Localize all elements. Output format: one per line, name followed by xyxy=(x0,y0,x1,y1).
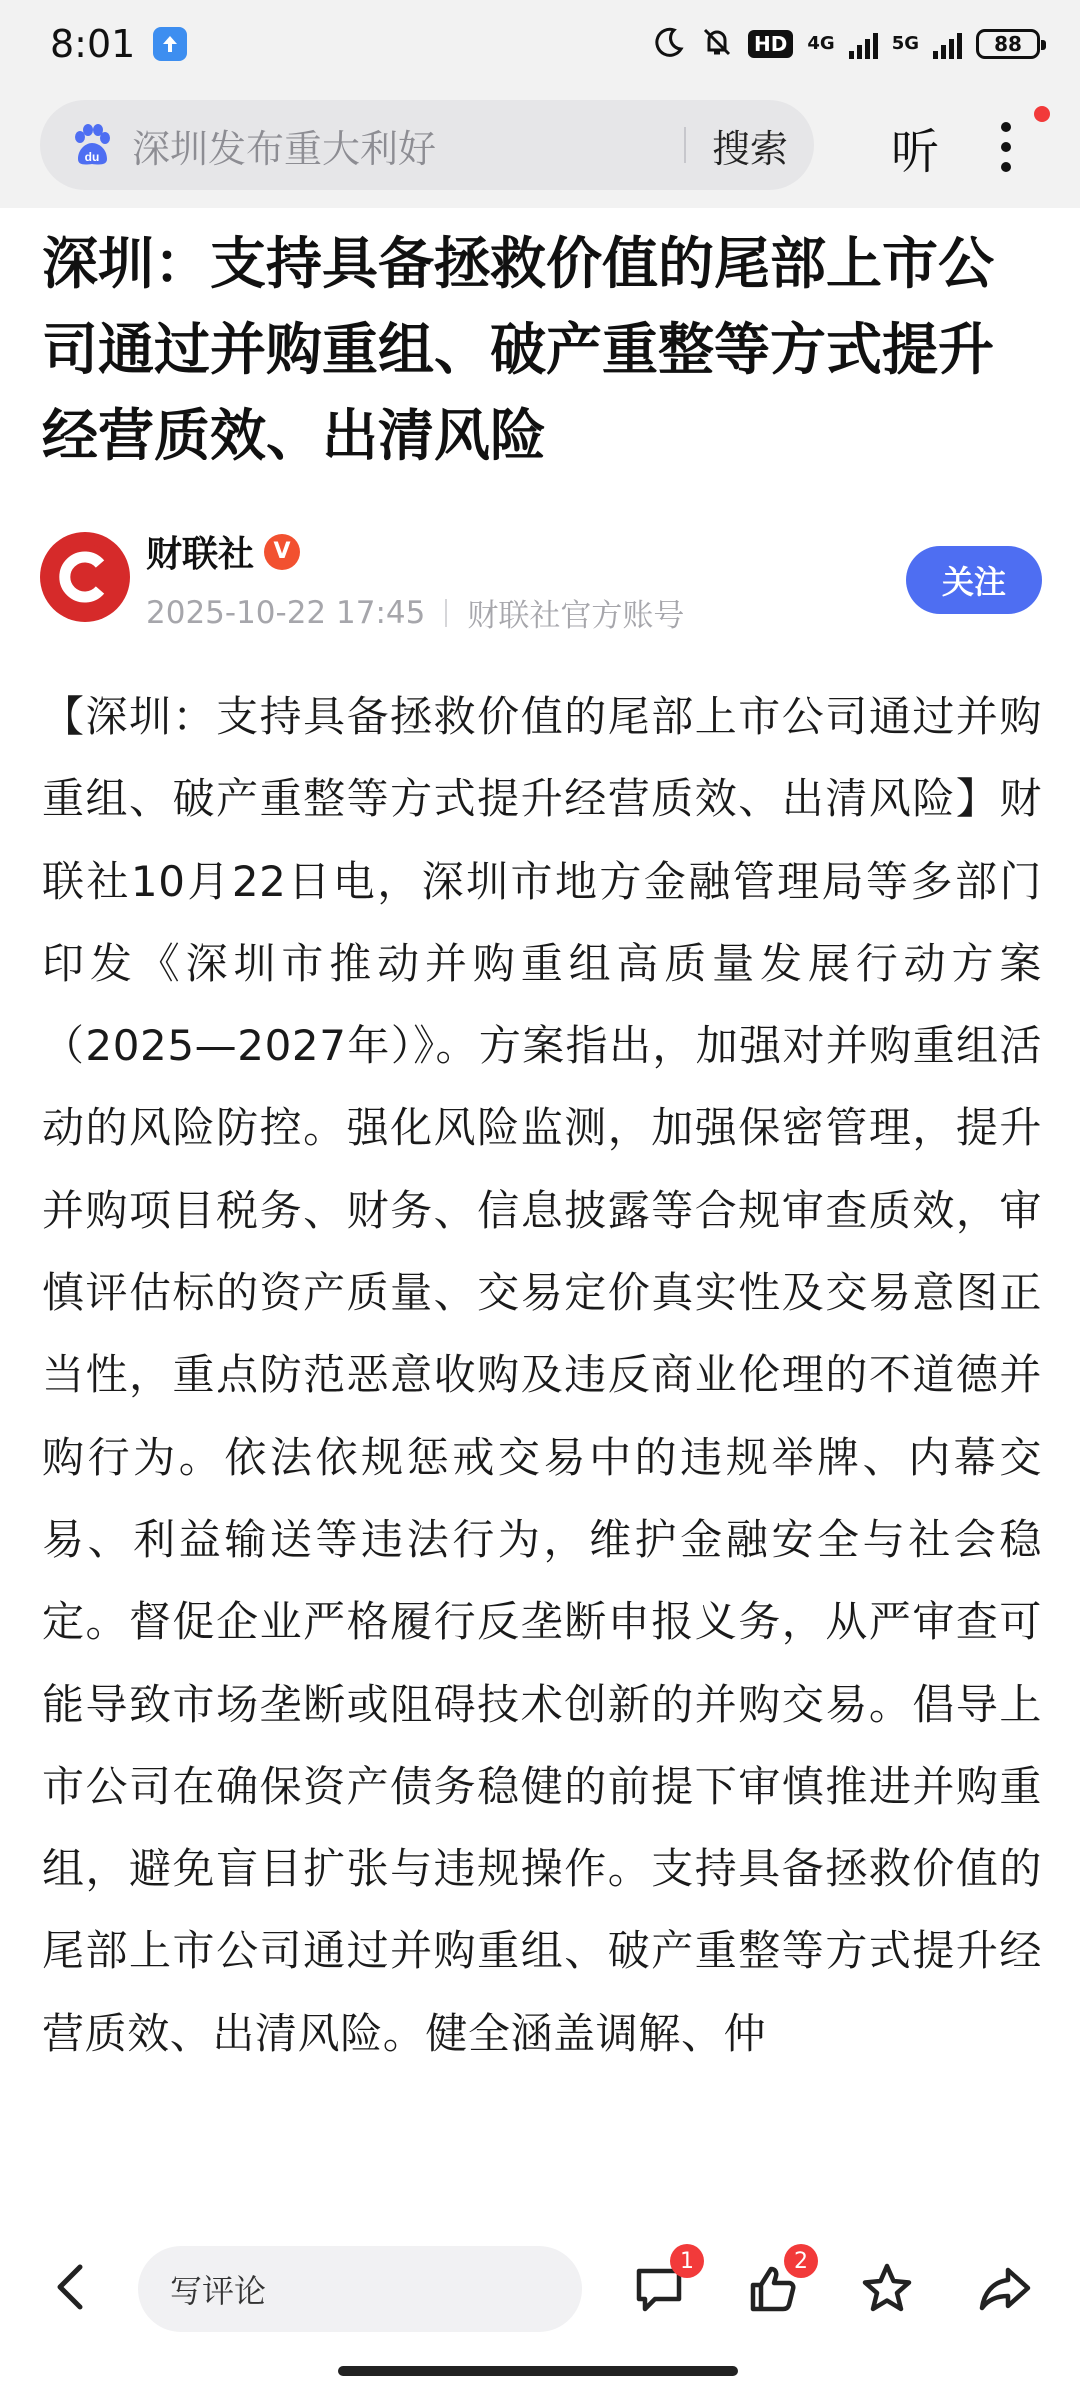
follow-button[interactable]: 关注 xyxy=(906,546,1042,614)
star-icon xyxy=(858,2260,916,2318)
author-avatar[interactable] xyxy=(40,532,130,622)
search-input[interactable] xyxy=(40,100,814,190)
status-bar xyxy=(0,0,1080,88)
network-5g-label: 5G xyxy=(891,33,919,54)
comment-placeholder: 写评论 xyxy=(170,2272,267,2310)
author-meta xyxy=(146,590,684,635)
svg-text:du: du xyxy=(84,150,100,164)
listen-button[interactable]: 听 xyxy=(890,123,939,180)
search-header xyxy=(0,88,1080,208)
share-arrow-icon xyxy=(976,2260,1034,2318)
battery-icon xyxy=(976,29,1040,59)
account-type: 财联社官方账号 xyxy=(467,598,685,634)
more-dots-icon xyxy=(1001,122,1011,132)
signal-4g-icon xyxy=(849,29,878,59)
bell-muted-icon xyxy=(700,25,734,63)
meta-divider xyxy=(445,599,447,627)
search-placeholder: 深圳发布重大利好 xyxy=(132,126,437,171)
home-indicator[interactable] xyxy=(338,2366,738,2376)
like-count-badge: 2 xyxy=(784,2244,818,2278)
cls-logo-icon xyxy=(50,542,120,612)
favorite-button[interactable] xyxy=(852,2254,922,2324)
verified-badge-icon: V xyxy=(264,534,300,570)
baidu-paw-icon xyxy=(68,121,116,169)
app-notification-icon xyxy=(153,27,187,61)
status-time: 8:01 xyxy=(50,22,136,66)
notification-dot xyxy=(1034,106,1050,122)
article-body: 【深圳：支持具备拯救价值的尾部上市公司通过并购重组、破产重整等方式提升经营质效、出清风险】财联社10月22日电，深圳市地方金融管理局等多部门印发《深圳市推动并购重组高质量发展行动方案（2025—2027年）》。方案指出，加强对并购重组活动的风险防控。强化风险监测，加强保密管理，提升并购项目税务、财务、信息披露等合规审查质效，审慎评估标的资产质量、交易定价真实性及交易意图正当性，重点防范恶意收购及违反商业伦理的不道德并购行为。依法依规惩戒交易中的违规举牌、内幕交易、利益输送等违法行为，维护金融安全与社会稳定。督促企业严格履行反垄断申报义务，从严审查可能导致市场垄断或阻碍技术创新的并购交易。倡导上市公司在确保资产债务稳健的前提下审慎推进并购重组，避免盲目扩张与违规操作。支持具备拯救价值的尾部上市公司通过并购重组、破产重整等方式提升经营质效、出清风险。健全涵盖调解、仲 xyxy=(42,692,1042,2058)
author-name-row[interactable] xyxy=(146,526,300,577)
back-button[interactable] xyxy=(40,2252,100,2322)
signal-5g-icon xyxy=(933,29,962,59)
chevron-left-icon xyxy=(50,2261,90,2313)
battery-level: 88 xyxy=(994,32,1022,56)
share-button[interactable] xyxy=(970,2254,1040,2324)
hd-indicator: HD xyxy=(748,30,793,58)
network-4g-label: 4G xyxy=(807,33,835,54)
author-name[interactable]: 财联社 xyxy=(146,534,255,575)
search-button[interactable]: 搜索 xyxy=(711,126,788,171)
search-divider xyxy=(684,127,686,163)
like-button[interactable] xyxy=(738,2248,808,2324)
more-menu-button[interactable] xyxy=(976,102,1036,192)
comment-count-badge: 1 xyxy=(670,2244,704,2278)
moon-icon xyxy=(652,25,686,63)
comment-input[interactable] xyxy=(138,2246,582,2332)
comments-button[interactable] xyxy=(624,2248,694,2324)
article-title: 深圳：支持具备拯救价值的尾部上市公司通过并购重组、破产重整等方式提升经营质效、出清风险 xyxy=(42,232,994,469)
publish-date: 2025-10-22 17:45 xyxy=(146,594,426,631)
